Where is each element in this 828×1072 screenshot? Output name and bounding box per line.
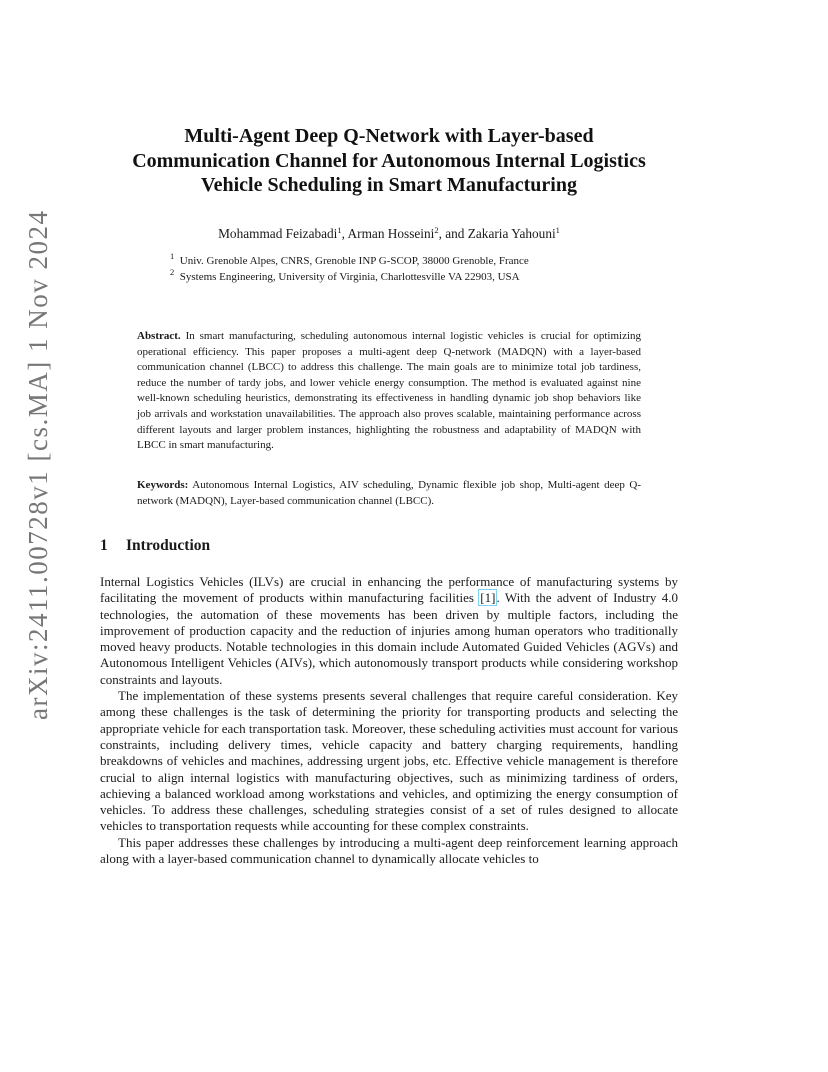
author-name: Mohammad Feizabadi xyxy=(218,226,338,241)
paragraph-text: Internal Logistics Vehicles (ILVs) are crucial in enhancing the performance of manufacturing systems by facilitating the movement of products within manufacturing facilities xyxy=(100,574,678,606)
paragraph-text: . With the advent of Industry 4.0 technologies, the automation of these movements has been driven by multiple factors, including the improvement of production capacity and the reduction of injuries among human operators who traditionally moved heavy products. Notable technologies in this domain include Automated Guided Vehicles (AGVs) and Autonomous Intelligent Vehicles (AIVs), which autonomously transport products while considering workshop constraints and layouts. xyxy=(100,590,678,687)
citation-link[interactable]: [1] xyxy=(480,590,496,606)
abstract-label: Abstract. xyxy=(137,330,181,342)
title-line-1: Multi-Agent Deep Q-Network with Layer-based xyxy=(184,125,594,147)
affiliation-item xyxy=(170,251,630,270)
paragraph: This paper addresses these challenges by introducing a multi-agent deep reinforcement learning approach along with a layer-based communication channel to dynamically allocate vehicles to xyxy=(100,834,678,867)
affiliation-list xyxy=(170,251,630,285)
author-affiliation-mark: 1 xyxy=(555,225,560,235)
abstract-text: In smart manufacturing, scheduling autonomous internal logistic vehicles is crucial for optimizing operational efficiency. This paper proposes a multi-agent deep Q-network (MADQN) with a layer-based communication channel (LBCC) to address this challenge. The main goals are to minimize total job tardiness, reduce the number of tardy jobs, and lower vehicle energy consumption. The method is evaluated against nine well-known scheduling heuristics, demonstrating its effectiveness in handling dynamic job shop behaviors like job arrivals and workstation unavailabilities. The approach also proves scalable, maintaining performance across different layouts and larger problem instances, highlighting the robustness and adaptability of MADQN with LBCC in smart manufacturing. xyxy=(137,330,642,452)
affiliation-item xyxy=(170,266,630,286)
author-separator: , and xyxy=(438,226,468,241)
affiliation-text: Univ. Grenoble Alpes, CNRS, Grenoble INP G-SCOP, 38000 Grenoble, France xyxy=(179,255,529,267)
affiliation-mark: 1 xyxy=(170,251,175,261)
paper-title xyxy=(100,124,678,198)
author-list xyxy=(100,225,678,243)
section-number: 1 xyxy=(100,537,108,554)
section-heading-introduction xyxy=(100,536,210,556)
title-line-3: Vehicle Scheduling in Smart Manufacturing xyxy=(201,174,577,196)
author-separator: , xyxy=(341,226,348,241)
author-affiliation-mark: 2 xyxy=(434,225,439,235)
author-name: Zakaria Yahouni xyxy=(467,226,556,241)
keywords xyxy=(137,478,641,509)
keywords-label: Keywords: xyxy=(137,479,189,491)
section-title: Introduction xyxy=(126,537,211,554)
title-line-2: Communication Channel for Autonomous Internal Logistics xyxy=(132,149,646,172)
affiliation-text: Systems Engineering, University of Virginia, Charlottesville VA 22903, USA xyxy=(179,270,520,283)
abstract xyxy=(137,329,641,454)
introduction-body xyxy=(100,574,678,867)
keywords-text: Autonomous Internal Logistics, AIV scheduling, Dynamic flexible job shop, Multi-agent deep Q-network (MADQN), Layer-based communication channel (LBCC). xyxy=(137,479,641,507)
paragraph: The implementation of these systems presents several challenges that require careful consideration. Key among these challenges is the task of determining the priority for transporting products and selecting the appropriate vehicle for each transportation task. Moreover, these scheduling activities must account for various constraints, including delivery times, vehicle capacity and battery charging requirements, handling breakdowns of vehicles and machines, addressing urgent jobs, etc. Effective vehicle management is therefore crucial to align internal logistics with manufacturing objectives, such as minimizing tardiness of orders, achieving a balanced workload among workstations and vehicles, and optimizing the energy consumption of vehicles. To address these challenges, scheduling strategies consist of a set of rules designed to allocate vehicles to transportation requests while accounting for these complex constraints. xyxy=(100,688,678,834)
author-affiliation-mark: 1 xyxy=(337,225,342,235)
affiliation-mark: 2 xyxy=(170,266,175,277)
paragraph xyxy=(100,574,678,688)
arxiv-identifier-stamp: arXiv:2411.00728v1 [cs.MA] 1 Nov 2024 xyxy=(23,209,53,720)
author-name: Arman Hosseini xyxy=(347,226,435,241)
